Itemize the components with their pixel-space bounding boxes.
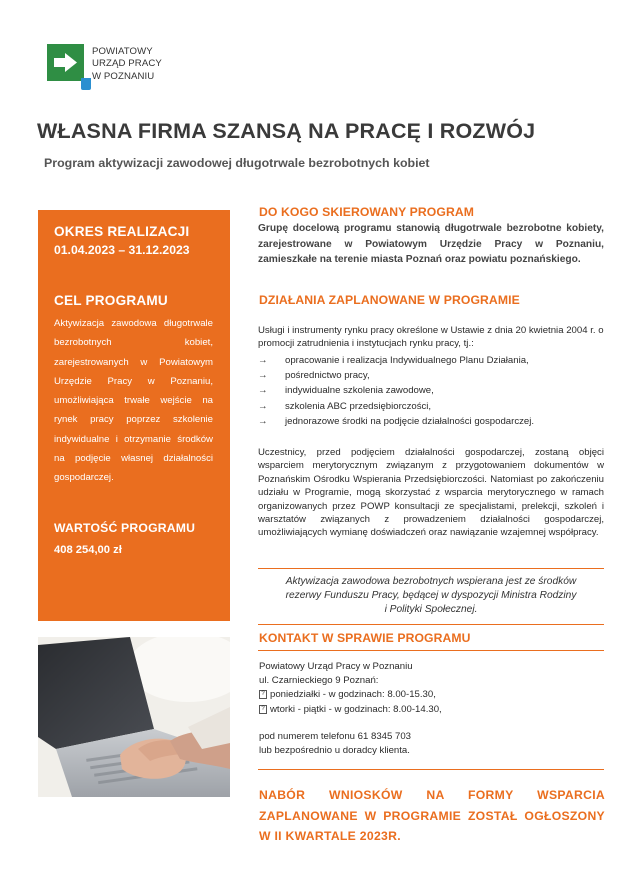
goal-text: Aktywizacja zawodowa długotrwale bezrobotnych kobiet, zarejestrowanych w Powiatowym Urzędzie Pracy w Poznaniu, umożliwiająca trwałe wejście na rynek pracy poprzez szkolenie indywidualne i otrzymanie środków na podjęcie własnej działalności gospodarczej. <box>54 318 213 484</box>
program-info-panel <box>38 210 230 621</box>
arrow-right-icon: → <box>258 370 268 382</box>
actions-details: Uczestnicy, przed podjęciem działalności gospodarczej, zostaną objęci wsparciem merytorycznym związanym z przygotowaniem dokumentów w Poznańskim Ośrodku Wspierania Przedsiębiorczości. Natomiast po zakończeniu udziału w Programie, mogą skorzystać z wsparcia merytorycznego w ramach organizowanych przez POWP konsultacji ze specjalistami, prelekcji, szkoleń i warsztatów związanych z prowadzeniem działalności gospodarczej, umożliwiających wymianę doświadczeń oraz nawiązanie wzajemnej współpracy. <box>258 447 604 539</box>
period-dates: 01.04.2023 – 31.12.2023 <box>54 243 190 257</box>
action-item-text: indywidualne szkolenia zawodowe, <box>285 385 434 397</box>
target-heading: DO KOGO SKIEROWANY PROGRAM <box>259 205 474 219</box>
divider <box>258 650 604 651</box>
logo-text <box>92 46 162 83</box>
logo-mark <box>47 44 84 81</box>
list-item <box>259 703 605 717</box>
recruitment-notice: NABÓR WNIOSKÓW NA FORMY WSPARCIA ZAPLANOWANE W PROGRAMIE ZOSTAŁ OGŁOSZONY W II KWARTALE 2023R. <box>259 788 605 843</box>
contact-phone-block <box>259 730 605 758</box>
actions-list <box>258 353 604 429</box>
funding-line-2: rezerwy Funduszu Pracy, będącej w dyspozycji Ministra Rodziny <box>285 590 577 602</box>
list-item <box>259 688 605 702</box>
bullet-box-icon: ? <box>259 705 267 714</box>
actions-intro: Usługi i instrumenty rynku pracy określone w Ustawie z dnia 20 kwietnia 2004 r. o promocji zatrudnienia i instytucjach rynku pracy, tj.: <box>258 325 604 350</box>
action-item-text: opracowanie i realizacja Indywidualnego Planu Działania, <box>285 355 529 366</box>
arrow-right-icon <box>52 51 79 74</box>
contact-info <box>259 660 605 717</box>
arrow-right-icon: → <box>258 400 268 412</box>
logo-line-1: POWIATOWY <box>92 46 153 57</box>
list-item <box>258 368 604 383</box>
arrow-right-icon: → <box>258 355 268 366</box>
divider <box>258 624 604 625</box>
arrow-right-icon: → <box>258 385 268 397</box>
list-item <box>258 414 604 429</box>
page-title: WŁASNA FIRMA SZANSĄ NA PRACĘ I ROZWÓJ <box>37 119 536 143</box>
list-item <box>258 353 604 368</box>
funding-line-3: i Polityki Społecznej. <box>384 604 478 616</box>
arrow-right-icon: → <box>258 415 268 427</box>
bullet-box-icon: ? <box>259 690 267 699</box>
logo-line-3: W POZNANIU <box>92 70 155 82</box>
actions-heading: DZIAŁANIA ZAPLANOWANE W PROGRAMIE <box>259 293 520 307</box>
laptop-typing-photo <box>38 637 230 797</box>
logo-line-2: URZĄD PRACY <box>92 58 162 70</box>
contact-address: ul. Czarnieckiego 9 Poznań: <box>259 675 379 687</box>
list-item <box>258 399 604 414</box>
contact-heading: KONTAKT W SPRAWIE PROGRAMU <box>259 631 471 645</box>
funding-note <box>258 575 604 618</box>
contact-alt: lub bezpośrednio u doradcy klienta. <box>259 745 410 757</box>
laptop-illustration <box>38 637 230 797</box>
period-label: OKRES REALIZACJI <box>54 224 190 239</box>
contact-phone: pod numerem telefonu 61 8345 703 <box>259 731 412 742</box>
value-amount: 408 254,00 zł <box>54 543 122 556</box>
logo-accent <box>81 78 91 90</box>
goal-label: CEL PROGRAMU <box>54 293 168 308</box>
action-item-text: jednorazowe środki na podjęcie działalności gospodarczej. <box>285 415 535 427</box>
divider <box>258 769 604 770</box>
value-label: WARTOŚĆ PROGRAMU <box>54 520 196 535</box>
list-item <box>258 383 604 398</box>
target-text: Grupę docelową programu stanowią długotrwale bezrobotne kobiety, zarejestrowane w Powiatowym Urzędzie Pracy w Poznaniu, zamieszkałe na terenie miasta Poznań oraz powiatu poznańskiego. <box>258 223 604 265</box>
hours-text: poniedziałki - w godzinach: 8.00-15.30, <box>270 689 436 701</box>
action-item-text: szkolenia ABC przedsiębiorczości, <box>285 400 432 412</box>
contact-office: Powiatowy Urząd Pracy w Poznaniu <box>259 661 413 672</box>
page-subtitle: Program aktywizacji zawodowej długotrwale bezrobotnych kobiet <box>44 156 430 170</box>
action-item-text: pośrednictwo pracy, <box>285 370 370 382</box>
organization-logo <box>47 44 207 94</box>
funding-line-1: Aktywizacja zawodowa bezrobotnych wspierana jest ze środków <box>285 576 577 587</box>
divider <box>258 568 604 569</box>
hours-text: wtorki - piątki - w godzinach: 8.00-14.30, <box>270 703 442 715</box>
